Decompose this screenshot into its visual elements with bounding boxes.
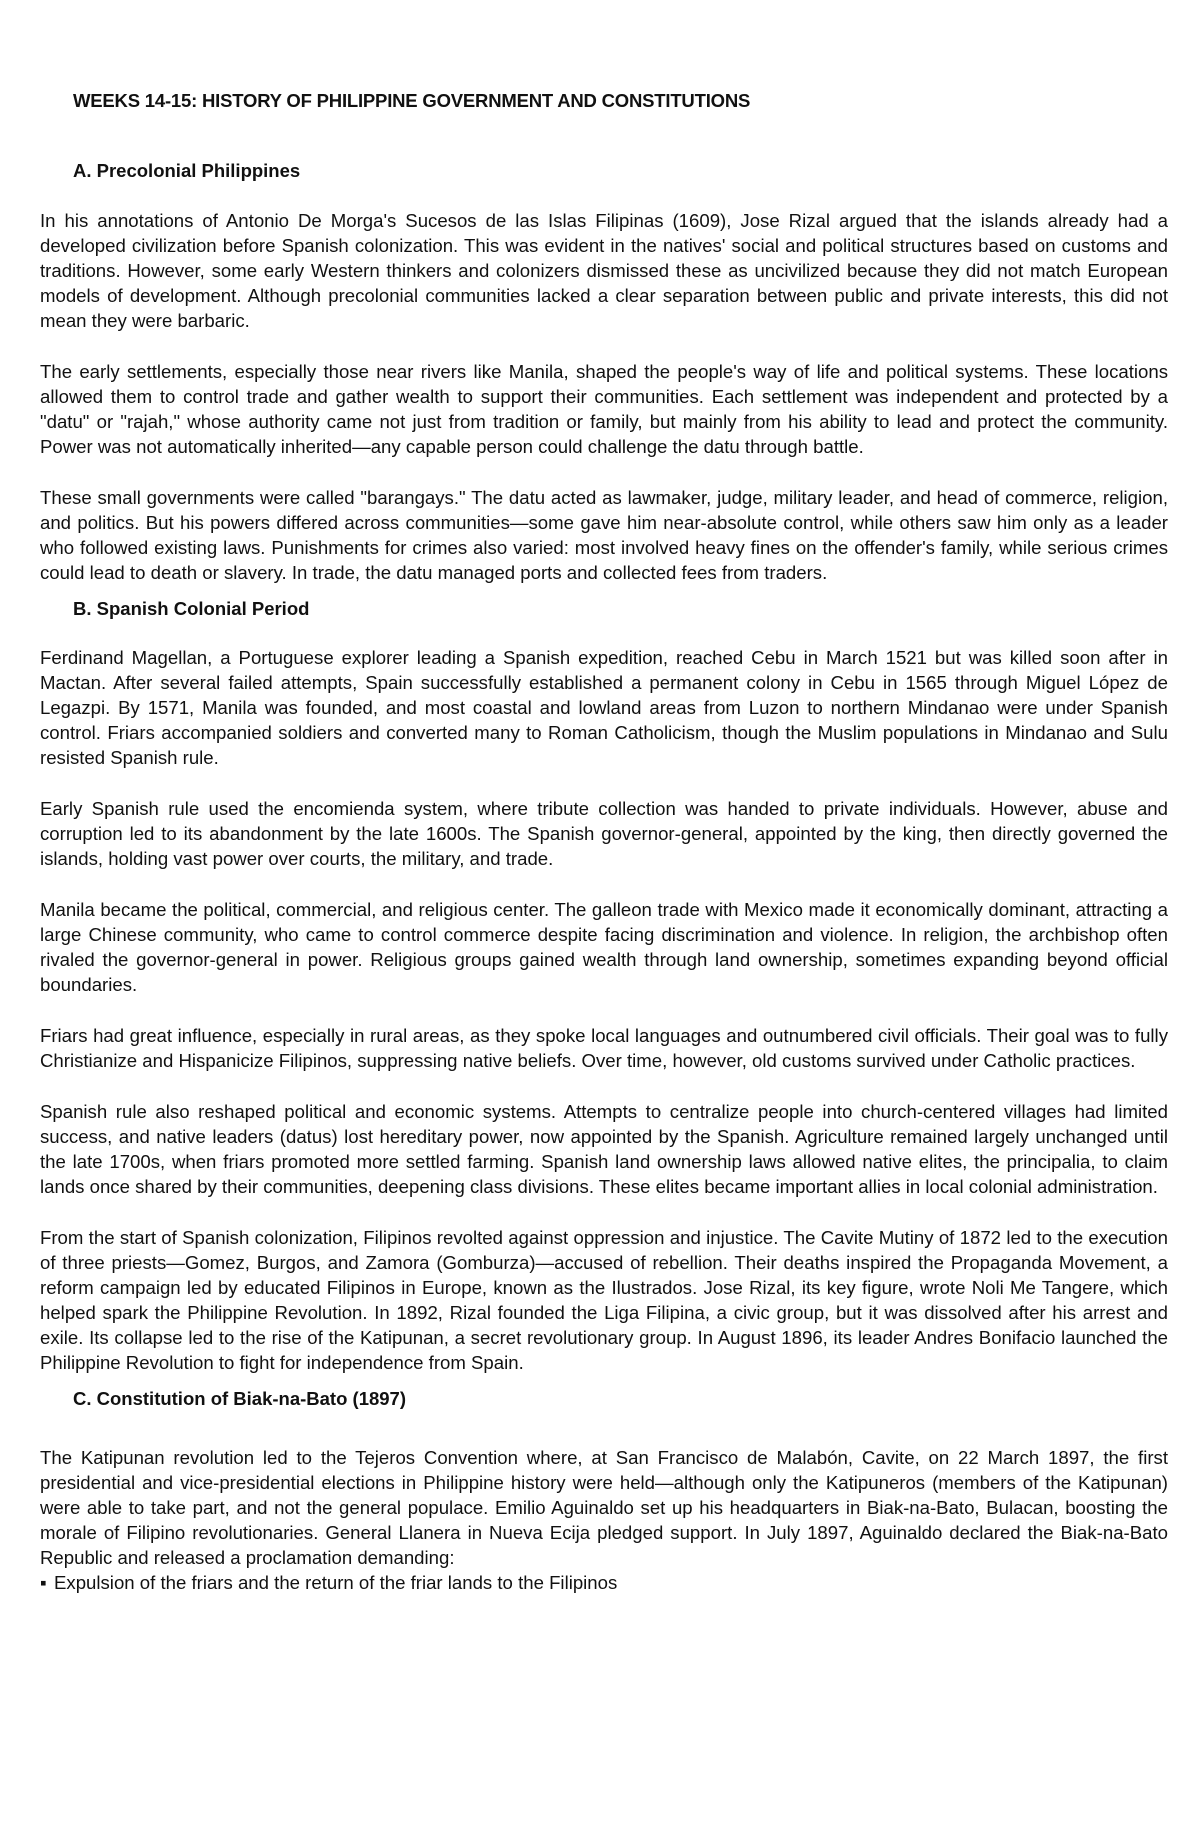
paragraph: Early Spanish rule used the encomienda system, where tribute collection was handed to private individuals. However, abuse and corruption led to its abandonment by the late 1600s. The Spanish governor-general, appointed by the king, then directly governed the islands, holding vast power over courts, the military, and trade.: [40, 798, 1168, 869]
paragraph: Friars had great influence, especially in rural areas, as they spoke local languages and outnumbered civil officials. Their goal was to fully Christianize and Hispanicize Filipinos, suppressing native beliefs. Over time, however, old customs survived under Catholic practices.: [40, 1025, 1168, 1071]
paragraph: Manila became the political, commercial, and religious center. The galleon trade with Mexico made it economically dominant, attracting a large Chinese community, who came to control commerce despite facing discrimination and violence. In religion, the archbishop often rivaled the governor-general in power. Religious groups gained wealth through land ownership, sometimes expanding beyond official boundaries.: [40, 899, 1168, 995]
document-title: WEEKS 14-15: HISTORY OF PHILIPPINE GOVERNMENT AND CONSTITUTIONS: [73, 90, 751, 111]
section-heading-biak-na-bato: C. Constitution of Biak-na-Bato (1897): [73, 1388, 407, 1409]
document-page: [40, 90, 1168, 1595]
bullet-icon: ▪: [40, 1572, 47, 1593]
paragraph: These small governments were called "barangays." The datu acted as lawmaker, judge, military leader, and head of commerce, religion, and politics. But his powers differed across communities—some gave him near-absolute control, while others saw him only as a leader who followed existing laws. Punishments for crimes also varied: most involved heavy fines on the offender's family, while serious crimes could lead to death or slavery. In trade, the datu managed ports and collected fees from traders.: [40, 487, 1168, 583]
list-item-text: Expulsion of the friars and the return of the friar lands to the Filipinos: [54, 1572, 618, 1593]
paragraph: The Katipunan revolution led to the Tejeros Convention where, at San Francisco de Malabón, Cavite, on 22 March 1897, the first presidential and vice-presidential elections in Philippine history were held—although only the Katipuneros (members of the Katipunan) were able to take part, and not the general populace. Emilio Aguinaldo set up his headquarters in Biak-na-Bato, Bulacan, boosting the morale of Filipino revolutionaries. General Llanera in Nueva Ecija pledged support. In July 1897, Aguinaldo declared the Biak-na-Bato Republic and released a proclamation demanding:: [40, 1447, 1168, 1568]
demands-list: [40, 1570, 1168, 1595]
paragraph: The early settlements, especially those near rivers like Manila, shaped the people's way of life and political systems. These locations allowed them to control trade and gather wealth to support their communities. Each settlement was independent and protected by a "datu" or "rajah," whose authority came not just from tradition or family, but mainly from his ability to lead and protect the community. Power was not automatically inherited—any capable person could challenge the datu through battle.: [40, 361, 1168, 457]
paragraph: In his annotations of Antonio De Morga's Sucesos de las Islas Filipinas (1609), Jose Rizal argued that the islands already had a developed civilization before Spanish colonization. This was evident in the natives' social and political structures based on customs and traditions. However, some early Western thinkers and colonizers dismissed these as uncivilized because they did not match European models of development. Although precolonial communities lacked a clear separation between public and private interests, this did not mean they were barbaric.: [40, 210, 1168, 331]
paragraph: From the start of Spanish colonization, Filipinos revolted against oppression and injustice. The Cavite Mutiny of 1872 led to the execution of three priests—Gomez, Burgos, and Zamora (Gomburza)—accused of rebellion. Their deaths inspired the Propaganda Movement, a reform campaign led by educated Filipinos in Europe, known as the Ilustrados. Jose Rizal, its key figure, wrote Noli Me Tangere, which helped spark the Philippine Revolution. In 1892, Rizal founded the Liga Filipina, a civic group, but it was dissolved after his arrest and exile. Its collapse led to the rise of the Katipunan, a secret revolutionary group. In August 1896, its leader Andres Bonifacio launched the Philippine Revolution to fight for independence from Spain.: [40, 1227, 1168, 1373]
paragraph: Spanish rule also reshaped political and economic systems. Attempts to centralize people into church-centered villages had limited success, and native leaders (datus) lost hereditary power, now appointed by the Spanish. Agriculture remained largely unchanged until the late 1700s, when friars promoted more settled farming. Spanish land ownership laws allowed native elites, the principalia, to claim lands once shared by their communities, deepening class divisions. These elites became important allies in local colonial administration.: [40, 1101, 1168, 1197]
section-heading-spanish-colonial: B. Spanish Colonial Period: [73, 598, 310, 619]
paragraph: Ferdinand Magellan, a Portuguese explorer leading a Spanish expedition, reached Cebu in March 1521 but was killed soon after in Mactan. After several failed attempts, Spain successfully established a permanent colony in Cebu in 1565 through Miguel López de Legazpi. By 1571, Manila was founded, and most coastal and lowland areas from Luzon to northern Mindanao were under Spanish control. Friars accompanied soldiers and converted many to Roman Catholicism, though the Muslim populations in Mindanao and Sulu resisted Spanish rule.: [40, 647, 1168, 768]
section-heading-precolonial: A. Precolonial Philippines: [73, 160, 301, 181]
list-item: [40, 1570, 1168, 1595]
